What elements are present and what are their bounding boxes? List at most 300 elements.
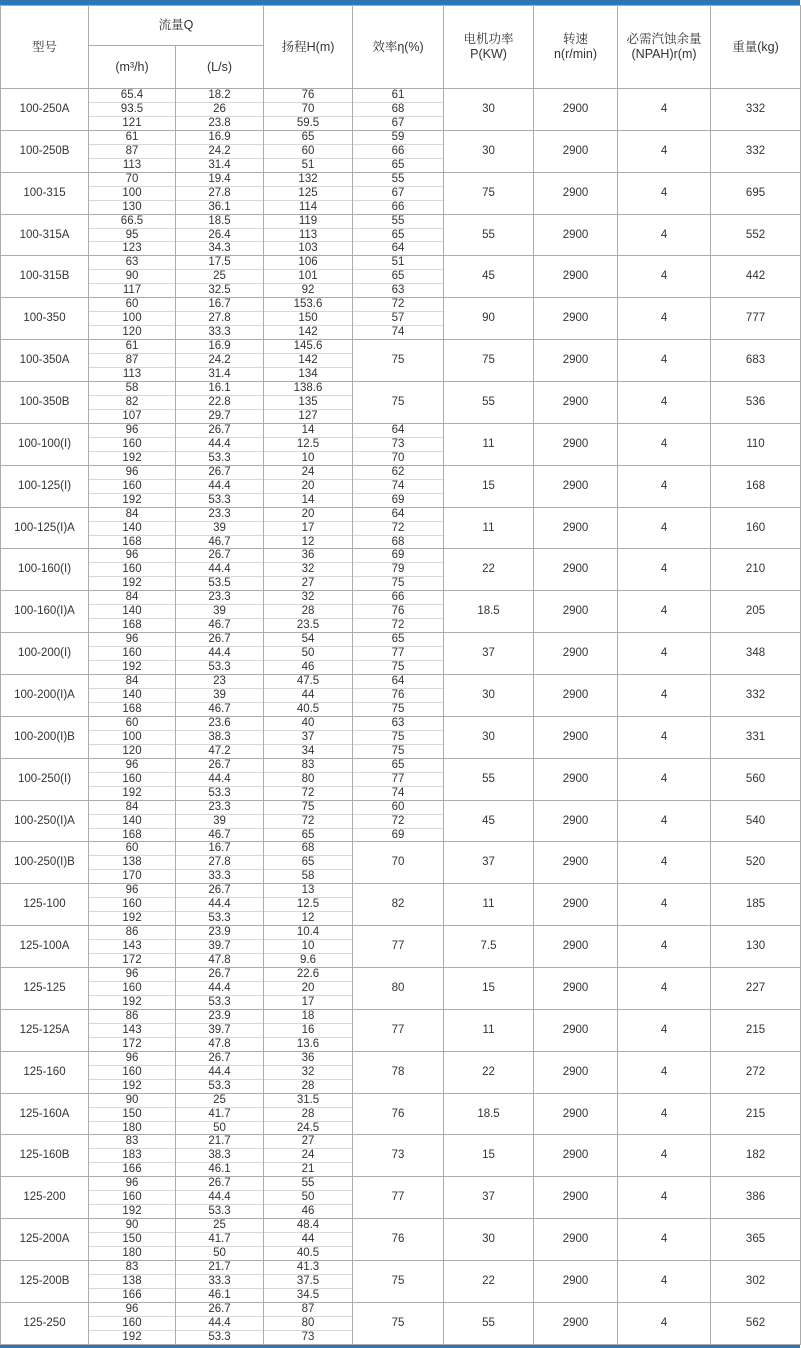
efficiency-cell: 57 xyxy=(353,312,444,326)
npsh-cell: 4 xyxy=(618,1009,711,1051)
speed-cell: 2900 xyxy=(534,172,618,214)
flow-m3h-cell: 192 xyxy=(89,493,176,507)
model-cell: 100-350 xyxy=(1,298,89,340)
model-cell: 100-250(I)B xyxy=(1,842,89,884)
efficiency-cell: 74 xyxy=(353,479,444,493)
npsh-cell: 4 xyxy=(618,800,711,842)
flow-m3h-cell: 168 xyxy=(89,619,176,633)
head-cell: 36 xyxy=(264,1051,353,1065)
speed-cell: 2900 xyxy=(534,716,618,758)
flow-ls-cell: 44.4 xyxy=(176,898,264,912)
power-cell: 55 xyxy=(444,1302,534,1344)
model-cell: 100-125(I)A xyxy=(1,507,89,549)
head-cell: 22.6 xyxy=(264,968,353,982)
head-cell: 65 xyxy=(264,856,353,870)
flow-m3h-cell: 58 xyxy=(89,382,176,396)
speed-cell: 2900 xyxy=(534,382,618,424)
efficiency-cell: 68 xyxy=(353,102,444,116)
speed-cell: 2900 xyxy=(534,926,618,968)
speed-cell: 2900 xyxy=(534,675,618,717)
power-cell: 22 xyxy=(444,1051,534,1093)
speed-cell: 2900 xyxy=(534,884,618,926)
head-cell: 125 xyxy=(264,186,353,200)
flow-ls-cell: 39.7 xyxy=(176,1023,264,1037)
table-row xyxy=(1,89,801,103)
flow-ls-cell: 53.3 xyxy=(176,661,264,675)
flow-m3h-cell: 120 xyxy=(89,326,176,340)
npsh-cell: 4 xyxy=(618,89,711,131)
speed-cell: 2900 xyxy=(534,549,618,591)
header-speed xyxy=(534,6,618,89)
flow-ls-cell: 39 xyxy=(176,521,264,535)
flow-ls-cell: 53.5 xyxy=(176,577,264,591)
flow-m3h-cell: 90 xyxy=(89,1093,176,1107)
efficiency-cell: 64 xyxy=(353,242,444,256)
flow-ls-cell: 50 xyxy=(176,1121,264,1135)
npsh-cell: 4 xyxy=(618,1261,711,1303)
flow-m3h-cell: 160 xyxy=(89,982,176,996)
npsh-cell: 4 xyxy=(618,382,711,424)
head-cell: 21 xyxy=(264,1163,353,1177)
weight-cell: 215 xyxy=(711,1093,801,1135)
flow-m3h-cell: 160 xyxy=(89,1191,176,1205)
table-row xyxy=(1,1302,801,1316)
flow-m3h-cell: 143 xyxy=(89,1023,176,1037)
efficiency-cell: 55 xyxy=(353,172,444,186)
bottom-accent-bar xyxy=(0,1345,800,1348)
flow-ls-cell: 47.2 xyxy=(176,744,264,758)
flow-m3h-cell: 180 xyxy=(89,1247,176,1261)
head-cell: 12 xyxy=(264,912,353,926)
table-row xyxy=(1,1009,801,1023)
table-row xyxy=(1,172,801,186)
weight-cell: 182 xyxy=(711,1135,801,1177)
flow-ls-cell: 53.3 xyxy=(176,493,264,507)
efficiency-cell: 65 xyxy=(353,228,444,242)
efficiency-cell: 79 xyxy=(353,563,444,577)
model-cell: 100-125(I) xyxy=(1,465,89,507)
flow-m3h-cell: 96 xyxy=(89,465,176,479)
weight-cell: 540 xyxy=(711,800,801,842)
flow-m3h-cell: 123 xyxy=(89,242,176,256)
efficiency-cell: 51 xyxy=(353,256,444,270)
head-cell: 36 xyxy=(264,549,353,563)
head-cell: 142 xyxy=(264,354,353,368)
efficiency-cell: 59 xyxy=(353,130,444,144)
flow-m3h-cell: 192 xyxy=(89,912,176,926)
flow-m3h-cell: 192 xyxy=(89,577,176,591)
flow-m3h-cell: 120 xyxy=(89,744,176,758)
efficiency-cell: 77 xyxy=(353,1177,444,1219)
speed-cell: 2900 xyxy=(534,633,618,675)
head-cell: 28 xyxy=(264,1079,353,1093)
flow-ls-cell: 26.7 xyxy=(176,758,264,772)
table-row xyxy=(1,884,801,898)
npsh-cell: 4 xyxy=(618,1177,711,1219)
flow-m3h-cell: 96 xyxy=(89,884,176,898)
head-cell: 114 xyxy=(264,200,353,214)
table-row xyxy=(1,256,801,270)
efficiency-cell: 73 xyxy=(353,437,444,451)
efficiency-cell: 65 xyxy=(353,758,444,772)
speed-cell: 2900 xyxy=(534,423,618,465)
speed-cell: 2900 xyxy=(534,1177,618,1219)
weight-cell: 210 xyxy=(711,549,801,591)
flow-m3h-cell: 113 xyxy=(89,368,176,382)
flow-m3h-cell: 82 xyxy=(89,395,176,409)
head-cell: 132 xyxy=(264,172,353,186)
header-flow: 流量Q xyxy=(89,6,264,46)
head-cell: 32 xyxy=(264,563,353,577)
flow-ls-cell: 32.5 xyxy=(176,284,264,298)
table-row xyxy=(1,1177,801,1191)
efficiency-cell: 72 xyxy=(353,521,444,535)
model-cell: 100-250(I) xyxy=(1,758,89,800)
table-row xyxy=(1,549,801,563)
head-cell: 27 xyxy=(264,1135,353,1149)
model-cell: 100-160(I)A xyxy=(1,591,89,633)
flow-m3h-cell: 84 xyxy=(89,675,176,689)
flow-ls-cell: 44.4 xyxy=(176,772,264,786)
weight-cell: 302 xyxy=(711,1261,801,1303)
flow-m3h-cell: 192 xyxy=(89,1330,176,1344)
weight-cell: 552 xyxy=(711,214,801,256)
head-cell: 65 xyxy=(264,130,353,144)
flow-m3h-cell: 83 xyxy=(89,1135,176,1149)
model-cell: 125-125 xyxy=(1,968,89,1010)
head-cell: 28 xyxy=(264,1107,353,1121)
power-cell: 90 xyxy=(444,298,534,340)
table-row xyxy=(1,130,801,144)
flow-m3h-cell: 117 xyxy=(89,284,176,298)
flow-m3h-cell: 180 xyxy=(89,1121,176,1135)
npsh-cell: 4 xyxy=(618,1051,711,1093)
head-cell: 103 xyxy=(264,242,353,256)
table-row xyxy=(1,1135,801,1149)
power-cell: 37 xyxy=(444,842,534,884)
head-cell: 119 xyxy=(264,214,353,228)
weight-cell: 386 xyxy=(711,1177,801,1219)
table-row xyxy=(1,716,801,730)
head-cell: 134 xyxy=(264,368,353,382)
flow-ls-cell: 47.8 xyxy=(176,1037,264,1051)
flow-m3h-cell: 86 xyxy=(89,926,176,940)
head-cell: 40 xyxy=(264,716,353,730)
weight-cell: 365 xyxy=(711,1219,801,1261)
head-cell: 37 xyxy=(264,730,353,744)
header-head: 扬程H(m) xyxy=(264,6,353,89)
speed-cell: 2900 xyxy=(534,1135,618,1177)
efficiency-cell: 76 xyxy=(353,688,444,702)
efficiency-cell: 75 xyxy=(353,1302,444,1344)
flow-ls-cell: 26.7 xyxy=(176,968,264,982)
speed-cell: 2900 xyxy=(534,968,618,1010)
flow-ls-cell: 41.7 xyxy=(176,1233,264,1247)
flow-ls-cell: 26.7 xyxy=(176,1051,264,1065)
weight-cell: 332 xyxy=(711,89,801,131)
speed-cell: 2900 xyxy=(534,340,618,382)
power-cell: 55 xyxy=(444,382,534,424)
power-cell: 30 xyxy=(444,675,534,717)
flow-ls-cell: 25 xyxy=(176,1093,264,1107)
head-cell: 48.4 xyxy=(264,1219,353,1233)
flow-m3h-cell: 70 xyxy=(89,172,176,186)
flow-m3h-cell: 84 xyxy=(89,800,176,814)
flow-ls-cell: 53.3 xyxy=(176,912,264,926)
efficiency-cell: 75 xyxy=(353,730,444,744)
model-cell: 125-200B xyxy=(1,1261,89,1303)
flow-ls-cell: 21.7 xyxy=(176,1261,264,1275)
head-cell: 10.4 xyxy=(264,926,353,940)
npsh-cell: 4 xyxy=(618,465,711,507)
efficiency-cell: 80 xyxy=(353,968,444,1010)
model-cell: 100-200(I)A xyxy=(1,675,89,717)
flow-ls-cell: 46.7 xyxy=(176,535,264,549)
flow-m3h-cell: 172 xyxy=(89,1037,176,1051)
npsh-cell: 4 xyxy=(618,1093,711,1135)
model-cell: 100-315 xyxy=(1,172,89,214)
flow-m3h-cell: 168 xyxy=(89,702,176,716)
flow-m3h-cell: 160 xyxy=(89,479,176,493)
table-row xyxy=(1,842,801,856)
head-cell: 80 xyxy=(264,772,353,786)
flow-m3h-cell: 100 xyxy=(89,312,176,326)
efficiency-cell: 78 xyxy=(353,1051,444,1093)
power-cell: 15 xyxy=(444,465,534,507)
head-cell: 58 xyxy=(264,870,353,884)
weight-cell: 227 xyxy=(711,968,801,1010)
head-cell: 9.6 xyxy=(264,954,353,968)
table-row xyxy=(1,1051,801,1065)
flow-ls-cell: 53.3 xyxy=(176,995,264,1009)
flow-m3h-cell: 100 xyxy=(89,186,176,200)
flow-ls-cell: 23.3 xyxy=(176,507,264,521)
flow-ls-cell: 39 xyxy=(176,688,264,702)
weight-cell: 272 xyxy=(711,1051,801,1093)
flow-ls-cell: 53.3 xyxy=(176,1079,264,1093)
flow-ls-cell: 23.9 xyxy=(176,926,264,940)
flow-ls-cell: 23.3 xyxy=(176,800,264,814)
efficiency-cell: 72 xyxy=(353,814,444,828)
head-cell: 135 xyxy=(264,395,353,409)
head-cell: 20 xyxy=(264,507,353,521)
power-cell: 11 xyxy=(444,884,534,926)
efficiency-cell: 67 xyxy=(353,186,444,200)
efficiency-cell: 68 xyxy=(353,535,444,549)
model-cell: 100-315B xyxy=(1,256,89,298)
flow-m3h-cell: 83 xyxy=(89,1261,176,1275)
flow-m3h-cell: 96 xyxy=(89,423,176,437)
efficiency-cell: 73 xyxy=(353,1135,444,1177)
efficiency-cell: 75 xyxy=(353,340,444,382)
flow-ls-cell: 53.3 xyxy=(176,1205,264,1219)
efficiency-cell: 63 xyxy=(353,716,444,730)
speed-cell: 2900 xyxy=(534,507,618,549)
table-row xyxy=(1,800,801,814)
efficiency-cell: 76 xyxy=(353,605,444,619)
head-cell: 101 xyxy=(264,270,353,284)
flow-ls-cell: 26.7 xyxy=(176,1302,264,1316)
model-cell: 125-160A xyxy=(1,1093,89,1135)
power-cell: 15 xyxy=(444,968,534,1010)
flow-ls-cell: 50 xyxy=(176,1247,264,1261)
head-cell: 20 xyxy=(264,479,353,493)
efficiency-cell: 66 xyxy=(353,591,444,605)
flow-m3h-cell: 192 xyxy=(89,786,176,800)
head-cell: 12.5 xyxy=(264,898,353,912)
efficiency-cell: 64 xyxy=(353,507,444,521)
flow-ls-cell: 23.9 xyxy=(176,1009,264,1023)
efficiency-cell: 69 xyxy=(353,549,444,563)
efficiency-cell: 66 xyxy=(353,200,444,214)
npsh-cell: 4 xyxy=(618,340,711,382)
table-row xyxy=(1,214,801,228)
flow-m3h-cell: 113 xyxy=(89,158,176,172)
flow-ls-cell: 23.8 xyxy=(176,116,264,130)
npsh-cell: 4 xyxy=(618,214,711,256)
flow-m3h-cell: 166 xyxy=(89,1163,176,1177)
weight-cell: 562 xyxy=(711,1302,801,1344)
head-cell: 40.5 xyxy=(264,702,353,716)
flow-m3h-cell: 150 xyxy=(89,1233,176,1247)
power-cell: 30 xyxy=(444,130,534,172)
header-npsh xyxy=(618,6,711,89)
head-cell: 18 xyxy=(264,1009,353,1023)
flow-m3h-cell: 160 xyxy=(89,647,176,661)
efficiency-cell: 82 xyxy=(353,884,444,926)
flow-m3h-cell: 160 xyxy=(89,898,176,912)
flow-ls-cell: 23 xyxy=(176,675,264,689)
head-cell: 13 xyxy=(264,884,353,898)
model-cell: 125-100A xyxy=(1,926,89,968)
power-cell: 37 xyxy=(444,633,534,675)
flow-ls-cell: 44.4 xyxy=(176,647,264,661)
flow-ls-cell: 31.4 xyxy=(176,158,264,172)
power-cell: 11 xyxy=(444,1009,534,1051)
weight-cell: 520 xyxy=(711,842,801,884)
flow-m3h-cell: 96 xyxy=(89,1051,176,1065)
flow-m3h-cell: 192 xyxy=(89,1205,176,1219)
speed-cell: 2900 xyxy=(534,758,618,800)
head-cell: 41.3 xyxy=(264,1261,353,1275)
flow-m3h-cell: 96 xyxy=(89,1302,176,1316)
flow-m3h-cell: 61 xyxy=(89,340,176,354)
table-row xyxy=(1,1093,801,1107)
flow-ls-cell: 27.8 xyxy=(176,856,264,870)
flow-m3h-cell: 140 xyxy=(89,605,176,619)
head-cell: 106 xyxy=(264,256,353,270)
power-cell: 30 xyxy=(444,89,534,131)
speed-cell: 2900 xyxy=(534,800,618,842)
efficiency-cell: 74 xyxy=(353,326,444,340)
flow-m3h-cell: 96 xyxy=(89,758,176,772)
flow-m3h-cell: 192 xyxy=(89,1079,176,1093)
npsh-cell: 4 xyxy=(618,884,711,926)
model-cell: 100-200(I)B xyxy=(1,716,89,758)
flow-m3h-cell: 121 xyxy=(89,116,176,130)
flow-m3h-cell: 140 xyxy=(89,688,176,702)
table-row xyxy=(1,340,801,354)
flow-ls-cell: 44.4 xyxy=(176,982,264,996)
head-cell: 87 xyxy=(264,1302,353,1316)
flow-ls-cell: 46.7 xyxy=(176,619,264,633)
flow-m3h-cell: 140 xyxy=(89,814,176,828)
table-row xyxy=(1,382,801,396)
flow-m3h-cell: 100 xyxy=(89,730,176,744)
head-cell: 92 xyxy=(264,284,353,298)
table-row xyxy=(1,675,801,689)
head-cell: 50 xyxy=(264,647,353,661)
header-speed-line2: n(r/min) xyxy=(553,47,598,61)
power-cell: 22 xyxy=(444,549,534,591)
speed-cell: 2900 xyxy=(534,842,618,884)
weight-cell: 130 xyxy=(711,926,801,968)
npsh-cell: 4 xyxy=(618,423,711,465)
flow-ls-cell: 34.3 xyxy=(176,242,264,256)
head-cell: 34 xyxy=(264,744,353,758)
efficiency-cell: 75 xyxy=(353,1261,444,1303)
power-cell: 37 xyxy=(444,1177,534,1219)
weight-cell: 695 xyxy=(711,172,801,214)
flow-ls-cell: 26.7 xyxy=(176,633,264,647)
npsh-cell: 4 xyxy=(618,968,711,1010)
power-cell: 75 xyxy=(444,340,534,382)
flow-ls-cell: 33.3 xyxy=(176,870,264,884)
header-model: 型号 xyxy=(1,6,89,89)
npsh-cell: 4 xyxy=(618,716,711,758)
efficiency-cell: 75 xyxy=(353,382,444,424)
head-cell: 47.5 xyxy=(264,675,353,689)
flow-ls-cell: 36.1 xyxy=(176,200,264,214)
flow-m3h-cell: 192 xyxy=(89,995,176,1009)
head-cell: 72 xyxy=(264,786,353,800)
flow-ls-cell: 26.7 xyxy=(176,423,264,437)
head-cell: 73 xyxy=(264,1330,353,1344)
flow-m3h-cell: 96 xyxy=(89,1177,176,1191)
efficiency-cell: 65 xyxy=(353,633,444,647)
model-cell: 125-160B xyxy=(1,1135,89,1177)
header-npsh-line2: (NPAH)r(m) xyxy=(631,47,697,61)
head-cell: 150 xyxy=(264,312,353,326)
efficiency-cell: 62 xyxy=(353,465,444,479)
flow-ls-cell: 44.4 xyxy=(176,1191,264,1205)
head-cell: 40.5 xyxy=(264,1247,353,1261)
speed-cell: 2900 xyxy=(534,214,618,256)
speed-cell: 2900 xyxy=(534,1051,618,1093)
head-cell: 70 xyxy=(264,102,353,116)
efficiency-cell: 61 xyxy=(353,89,444,103)
head-cell: 138.6 xyxy=(264,382,353,396)
header-power-line2: P(KW) xyxy=(470,47,507,61)
power-cell: 15 xyxy=(444,1135,534,1177)
flow-m3h-cell: 60 xyxy=(89,842,176,856)
flow-m3h-cell: 168 xyxy=(89,535,176,549)
weight-cell: 331 xyxy=(711,716,801,758)
flow-ls-cell: 18.5 xyxy=(176,214,264,228)
flow-ls-cell: 29.7 xyxy=(176,409,264,423)
flow-m3h-cell: 90 xyxy=(89,1219,176,1233)
table-row xyxy=(1,298,801,312)
efficiency-cell: 60 xyxy=(353,800,444,814)
efficiency-cell: 76 xyxy=(353,1093,444,1135)
efficiency-cell: 67 xyxy=(353,116,444,130)
table-row xyxy=(1,926,801,940)
model-cell: 125-200 xyxy=(1,1177,89,1219)
head-cell: 10 xyxy=(264,451,353,465)
weight-cell: 185 xyxy=(711,884,801,926)
flow-m3h-cell: 140 xyxy=(89,521,176,535)
head-cell: 23.5 xyxy=(264,619,353,633)
